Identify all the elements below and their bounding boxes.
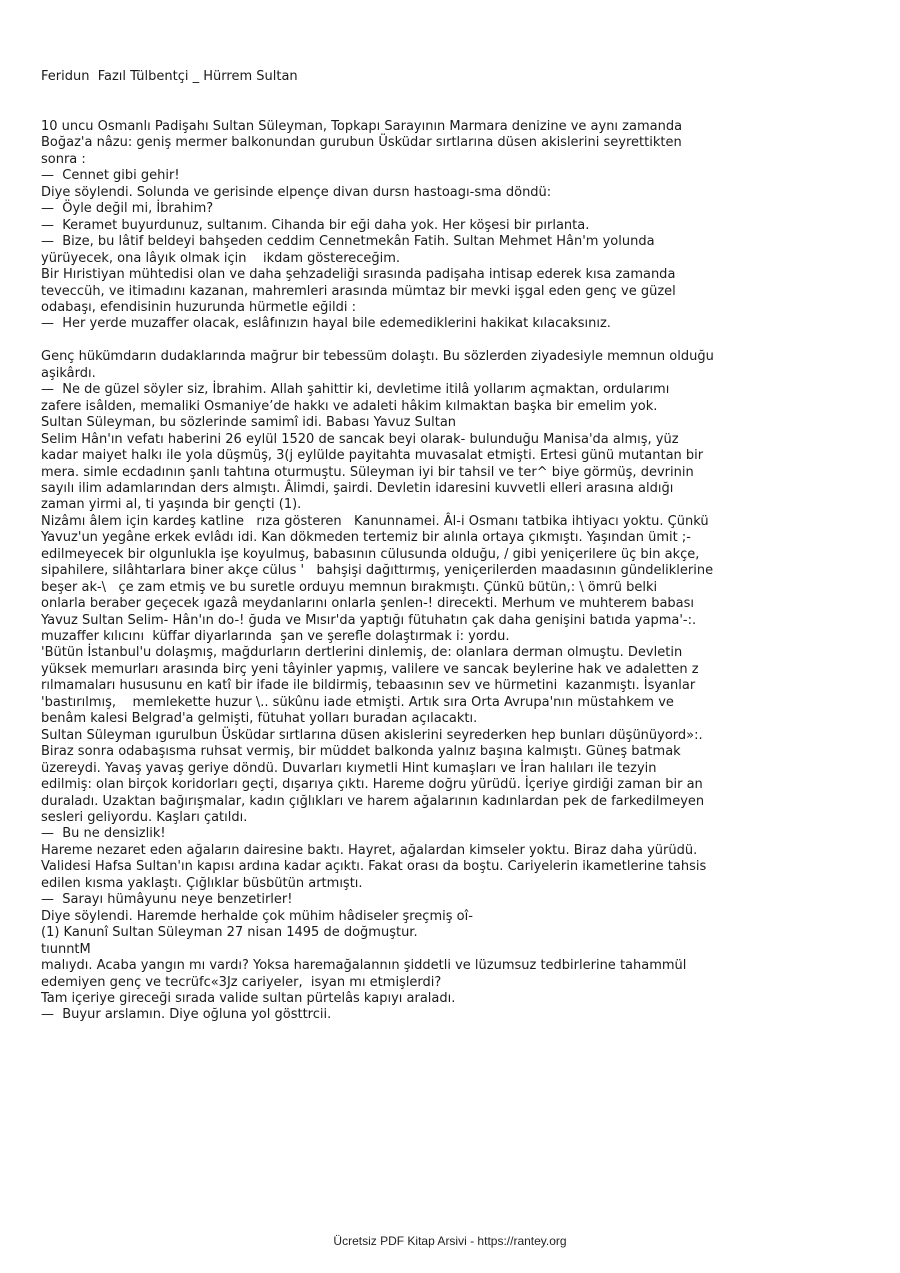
text-line: 10 uncu Osmanlı Padişahı Sultan Süleyman, Topkapı Sarayının Marmara denizine ve aynı zamanda: [41, 119, 683, 134]
text-line: edilmeyecek bir olgunlukla işe koyulmuş, babasının cülusunda olduğu, / gibi yeniçerilere üç bin akçe,: [41, 546, 700, 562]
text-line: Hareme nezaret eden ağaların dairesine baktı. Hayret, ağalardan kimseler yoktu. Biraz daha yürüdü.: [41, 842, 698, 858]
text-line: rılmamaları hususunu en katî bir ifade ile bildirmiş, tebaasının sev ve hürmetini kazanmıştı. İsyanlar: [41, 678, 696, 694]
text-line: Diye söylendi. Solunda ve gerisinde elpençe divan dursn hastoagı-sma döndü:: [41, 184, 552, 200]
text-line: Selim Hân'ın vefatı haberini 26 eylül 1520 de sancak beyi olarak- bulunduğu Manisa'da almış, yüz: [41, 431, 679, 447]
text-line: teveccüh, ve itimadını kazanan, mahremleri arasında mümtaz bir mevki işgal eden genç ve güzel: [41, 283, 676, 299]
text-line: Tam içeriye gireceği sırada valide sultan pürtelâs kapıyı araladı.: [41, 991, 456, 1006]
text-line: sonra :: [41, 151, 86, 167]
text-line: [41, 333, 861, 349]
text-line: edilmiş: olan birçok koridorları geçti, dışarıya çıktı. Hareme doğru yürüdü. İçeriye girdiği zaman bir an: [41, 777, 703, 793]
text-line: — Buyur arslamın. Diye oğluna yol gösttrcii.: [41, 1007, 332, 1023]
text-line: — Bu ne densizlik!: [41, 826, 166, 842]
text-line: 'bastırılmış, memlekette huzur \.. sükûnu iade etmişti. Artık sıra Orta Avrupa'nın müstahkem ve: [41, 694, 674, 710]
document-body: [41, 119, 861, 1024]
text-line: aşikârdı.: [41, 365, 96, 381]
text-line: duraladı. Uzaktan bağırışmalar, kadın çığlıkları ve harem ağalarının kadınlardan pek de farkedilmeyen: [41, 793, 705, 809]
text-line: — Cennet gibi gehir!: [41, 168, 180, 184]
text-line: Yavuz Sultan Selim- Hân'ın do-! ğuda ve Mısır'da yaptığı fütuhatın çak daha genişini batıda yapma'-:.: [41, 612, 697, 628]
text-line: edilen kısma yaklaştı. Çığlıklar büsbütün artmıştı.: [41, 875, 363, 891]
text-line: — Keramet buyurdunuz, sultanım. Cihanda bir eği daha yok. Her köşesi bir pırlanta.: [41, 217, 590, 233]
text-line: Biraz sonra odabaşısma ruhsat vermiş, bir müddet balkonda yalnız başına kalmıştı. Güneş batmak: [41, 744, 681, 760]
text-line: zaman yirmi al, ti yaşında bir gençti (1).: [41, 497, 302, 513]
page-footer: Ücretsiz PDF Kitap Arsivi - https://rantey.org: [333, 1234, 567, 1248]
text-line: Nizâmı âlem için kardeş katline rıza gösteren Kanunnamei. Âl-i Osmanı tatbika ihtiyacı yoktu. Çünkü: [41, 513, 709, 529]
text-line: kadar maiyet halkı ile yola düşmüş, 3(j eylülde payitahta muvasalat etmişti. Ertesi günü mutantan bir: [41, 448, 704, 464]
text-line: — Sarayı hümâyunu neye benzetirler!: [41, 892, 293, 908]
text-line: 'Bütün İstanbul'u dolaşmış, mağdurların dertlerini dinlemiş, de: olanlara derman olmuştu. Devletin: [41, 645, 683, 661]
text-line: muzaffer kılıcını küffar diyarlarında şan ve şerefle dolaştırmak i: yordu.: [41, 629, 510, 645]
text-line: Boğaz'a nâzu: geniş mermer balkonundan gurubun Üsküdar sırtlarına düsen akislerini seyrettikten: [41, 135, 682, 151]
text-line: sipahilere, silâhtarlara biner akçe cülus ' bahşişi dağıttırmış, yeniçerilerden maadasının gündeliklerine: [41, 563, 714, 579]
text-line: — Bize, bu lâtif beldeyi bahşeden ceddim Cennetmekân Fatih. Sultan Mehmet Hân'm yolunda: [41, 234, 655, 250]
text-line: Genç hükümdarın dudaklarında mağrur bir tebessüm dolaştı. Bu sözlerden ziyadesiyle memnun olduğu: [41, 349, 714, 365]
text-line: Diye söylendi. Haremde herhalde çok mühim hâdiseler şreçmiş oî-: [41, 908, 473, 924]
text-line: — Öyle değil mi, İbrahim?: [41, 201, 214, 217]
text-line: mera. simle ecdadının şanlı tahtına oturmuştu. Süleyman iyi bir tahsil ve ter^ biye görmüş, devrinin: [41, 464, 694, 480]
text-line: sesleri geliyordu. Kaşları çatıldı.: [41, 810, 248, 826]
text-line: onlarla beraber geçecek ıgazâ meydanlarını onlarla şenlen-! direcekti. Merhum ve muhterem babası: [41, 596, 695, 612]
document-header: Feridun Fazıl Tülbentçi _ Hürrem Sultan: [41, 69, 298, 84]
text-line: (1) Kanunî Sultan Süleyman 27 nisan 1495 de doğmuştur.: [41, 925, 418, 941]
text-line: beşer ak-\ çe zam etmiş ve bu suretle orduyu memnun bırakmıştı. Çünkü bütün,: \ ömrü belki: [41, 579, 658, 595]
text-line: Sultan Süleyman ıgurulbun Üsküdar sırtlarına düsen akislerini seyrederken hep bunları düşünüyord»:.: [41, 727, 703, 743]
text-line: malıydı. Acaba yangın mı vardı? Yoksa haremağalannın şiddetli ve lüzumsuz tedbirlerine tahammül: [41, 958, 687, 974]
text-line: benâm kalesi Belgrad'a gelmişti, fütuhat yolları buradan açılacaktı.: [41, 711, 478, 727]
text-line: — Her yerde muzaffer olacak, eslâfınızın hayal bile edemediklerini hakikat kılacaksınız.: [41, 316, 611, 332]
text-line: Bir Hıristiyan mühtedisi olan ve daha şehzadeliği sırasında padişaha intisap ederek kısa zamanda: [41, 267, 676, 283]
text-line: edemiyen genç ve tecrüfc«3Jz cariyeler, isyan mı etmişlerdi?: [41, 974, 442, 990]
text-line: sayılı ilim adamlarından ders almıştı. Âlimdi, şairdi. Devletin idaresini kuvvetli elleri arasına aldığı: [41, 480, 674, 496]
text-line: zafere isâlden, memaliki Osmaniye’de hakkı ve adaleti hâkim kılmaktan başka bir emelim yok.: [41, 398, 658, 414]
text-line: Validesi Hafsa Sultan'ın kapısı ardına kadar açıktı. Fakat orası da boştu. Cariyelerin ikametlerine tahsis: [41, 859, 707, 875]
text-line: üzereydi. Yavaş yavaş geriye döndü. Duvarları kıymetli Hint kumaşları ve İran halıları ile tezyin: [41, 760, 657, 776]
text-line: yüksek memurları arasında birç yeni tâyinler yapmış, valilere ve sancak beylerine hak ve adaletten z: [41, 661, 699, 677]
text-line: odabaşı, efendisinin huzurunda hürmetle eğildi :: [41, 299, 356, 315]
text-line: Yavuz'un yegâne erkek evlâdı idi. Kan dökmeden tertemiz bir alınla ortaya çıkmıştı. Yaşından ümit ;-: [41, 530, 691, 546]
text-line: yürüyecek, ona lâyık olmak için ikdam göstereceğim.: [41, 250, 401, 266]
text-line: Sultan Süleyman, bu sözlerinde samimî idi. Babası Yavuz Sultan: [41, 415, 457, 431]
text-line: — Ne de güzel söyler siz, İbrahim. Allah şahittir ki, devletime itilâ yollarım açmaktan, ordularımı: [41, 382, 670, 398]
text-line: tıunntM: [41, 941, 91, 957]
